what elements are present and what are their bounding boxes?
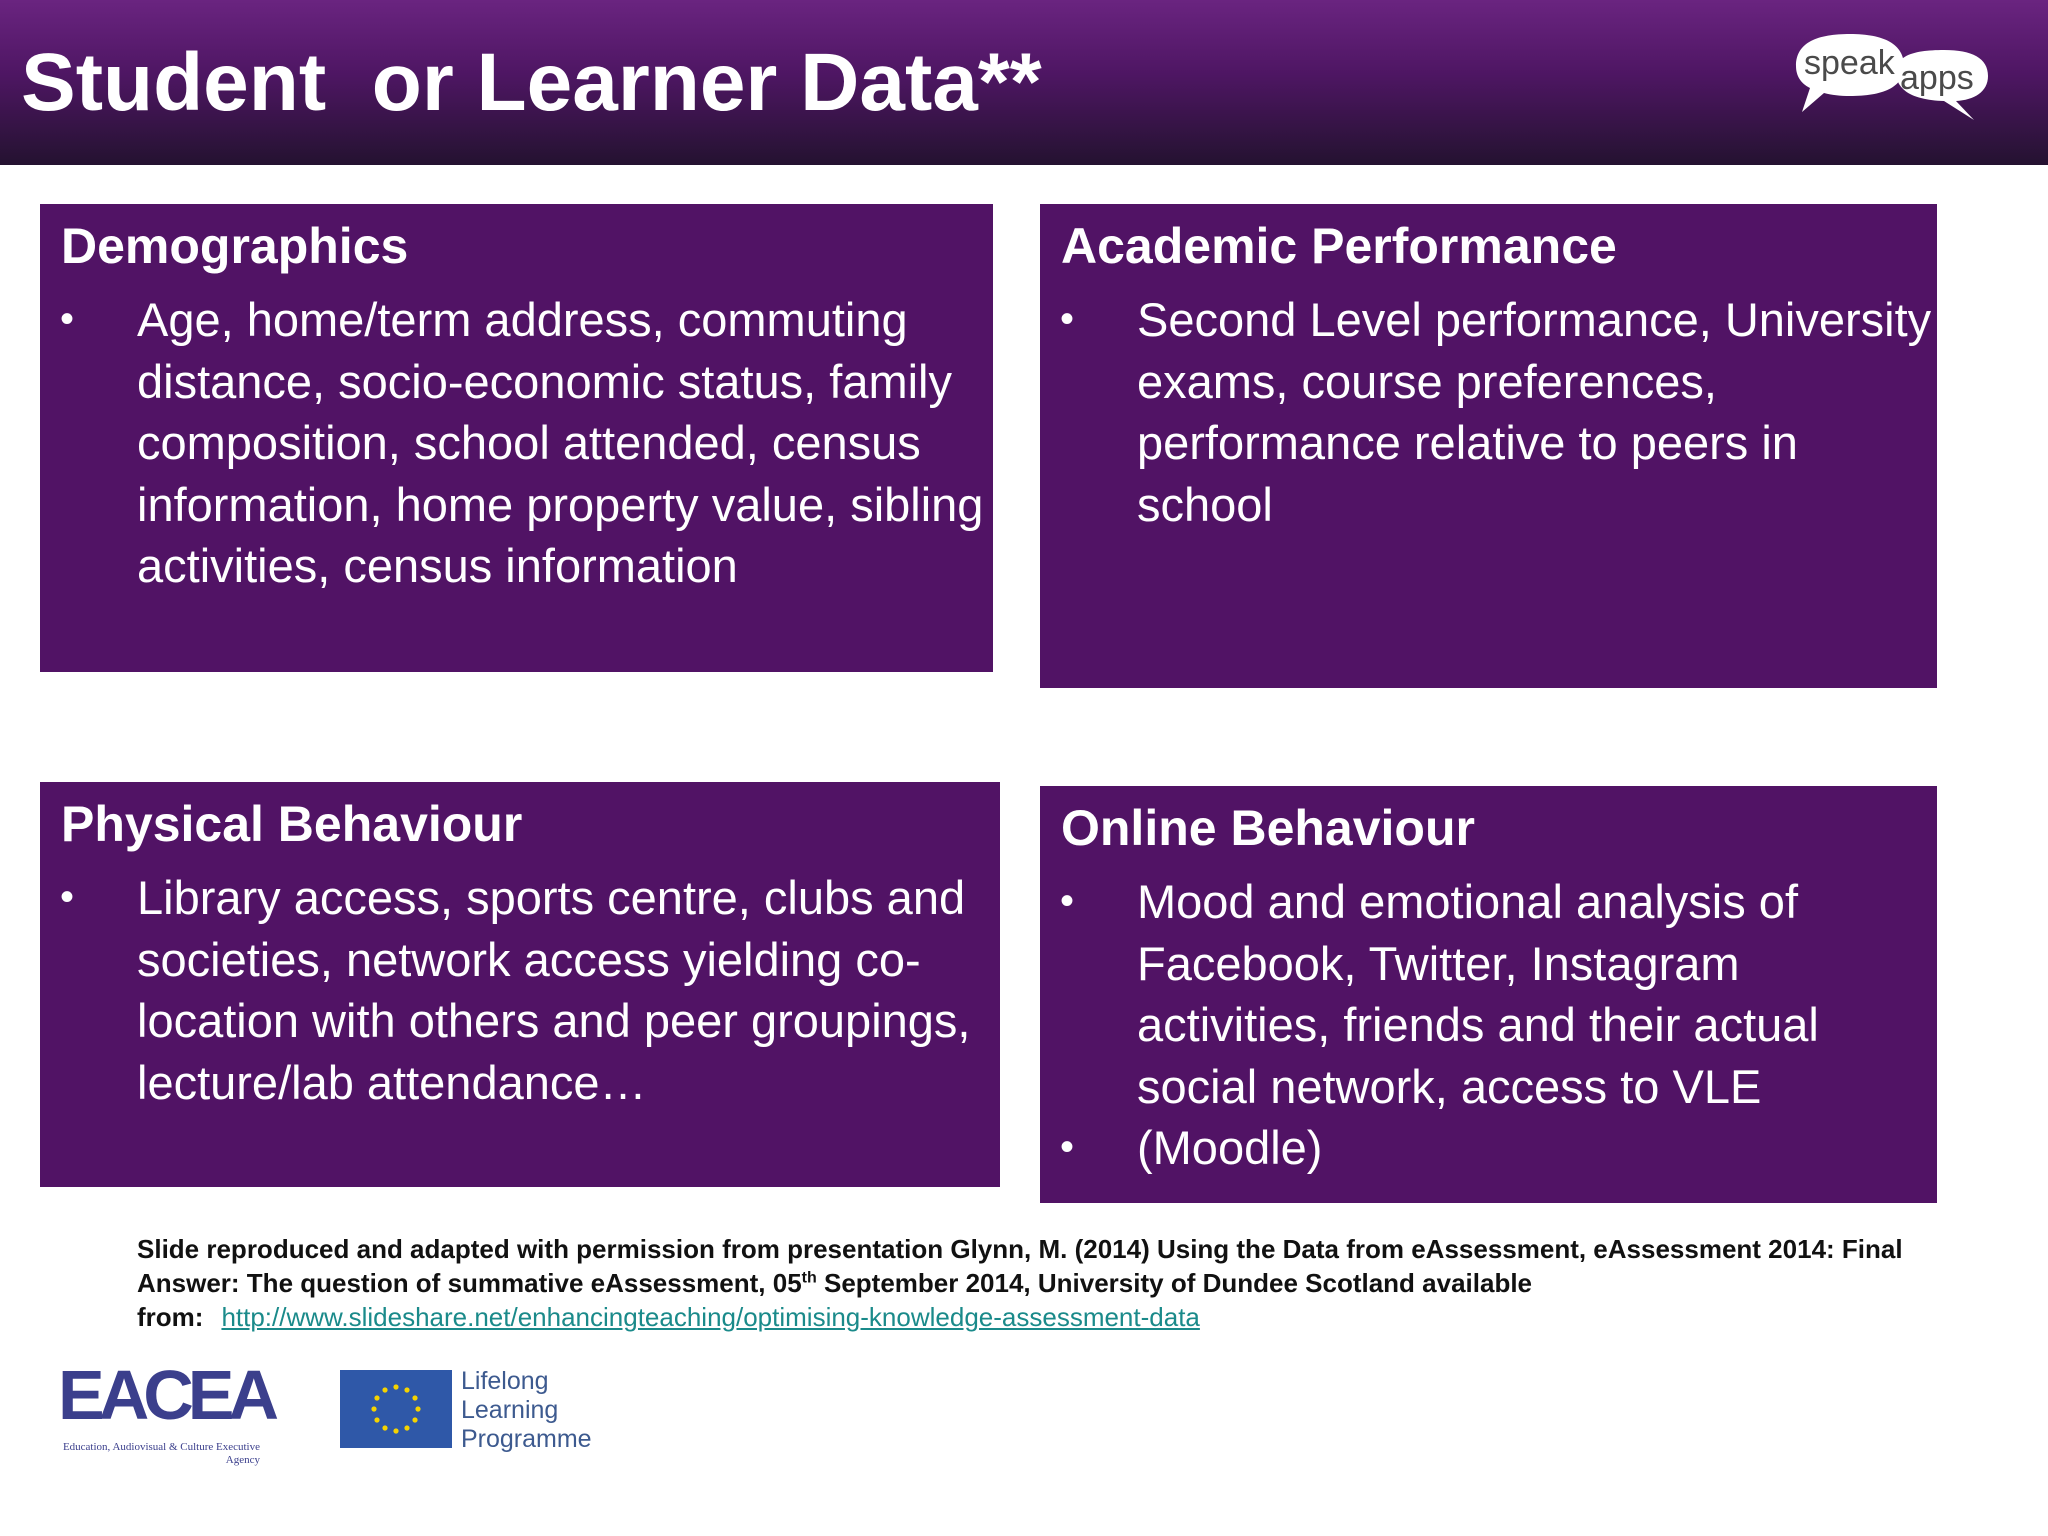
eu-flag-icon [340, 1370, 452, 1448]
bullet-text: Mood and emotional analysis of Facebook, Twitter, Instagram activities, friends and their actual social network, access to VLE [1137, 875, 1819, 1113]
llp-logo-text [461, 1367, 592, 1454]
bullet-item [1040, 871, 1927, 1117]
box-title: Demographics [61, 218, 409, 274]
demographics-box [40, 204, 993, 672]
bullet-item [40, 867, 997, 1113]
online-behaviour-box [1040, 786, 1937, 1203]
bullet-item [1040, 289, 1937, 535]
bullet-icon: • [1060, 1125, 1075, 1169]
bullet-icon: • [1060, 297, 1075, 341]
citation-text-part2: September 2014, University of Dundee Scotland available from: [137, 1268, 1533, 1332]
llp-logo-line: Lifelong [461, 1367, 549, 1395]
bullet-list [40, 289, 1007, 597]
citation-text-part1: Slide reproduced and adapted with permission from presentation Glynn, M. (2014) Using the Data from eAssessment, eAssessment 2014: Final Answer: The question of summative eAssessment, 05 [137, 1234, 1903, 1298]
bullet-text: Library access, sports centre, clubs and societies, network access yielding co-location with others and peer groupings, lecture/lab attendance… [137, 871, 971, 1109]
bullet-text: Second Level performance, University exams, course preferences, performance relative to peers in school [1137, 293, 1932, 531]
physical-behaviour-box [40, 782, 1000, 1187]
eacea-logo-mark: EACEA [58, 1356, 274, 1434]
slide-header [0, 0, 2048, 165]
bullet-item [40, 289, 1007, 597]
box-title: Physical Behaviour [61, 796, 523, 852]
academic-performance-box [1040, 204, 1937, 688]
speakapps-logo-speak-text: speak [1804, 44, 1895, 82]
citation [137, 1232, 1997, 1334]
bullet-item [1040, 1117, 1927, 1179]
bullet-text: (Moodle) [1137, 1121, 1323, 1174]
bullet-list [1040, 289, 1937, 535]
speakapps-logo-apps-text: apps [1900, 59, 1974, 97]
citation-superscript: th [801, 1269, 817, 1287]
llp-logo-line: Programme [461, 1425, 592, 1453]
bullet-list [1040, 871, 1927, 1179]
bullet-list [40, 867, 997, 1113]
llp-logo-line: Learning [461, 1396, 559, 1424]
bullet-icon: • [1060, 879, 1075, 923]
lifelong-learning-programme-logo [340, 1367, 610, 1457]
slide-title: Student or Learner Data** [21, 37, 1042, 128]
box-title: Online Behaviour [1061, 800, 1475, 856]
citation-link[interactable]: http://www.slideshare.net/enhancingteaching/optimising-knowledge-assessment-data [221, 1302, 1200, 1332]
box-title: Academic Performance [1061, 218, 1617, 274]
bullet-icon: • [60, 875, 75, 919]
speakapps-logo [1788, 28, 1993, 128]
eacea-logo [58, 1355, 274, 1470]
bullet-icon: • [60, 297, 75, 341]
bullet-text: Age, home/term address, commuting distance, socio-economic status, family composition, school attended, census information, home property value, sibling activities, census information [137, 293, 984, 592]
eacea-logo-subtitle: Education, Audiovisual & Culture Executive Agency [62, 1441, 260, 1466]
